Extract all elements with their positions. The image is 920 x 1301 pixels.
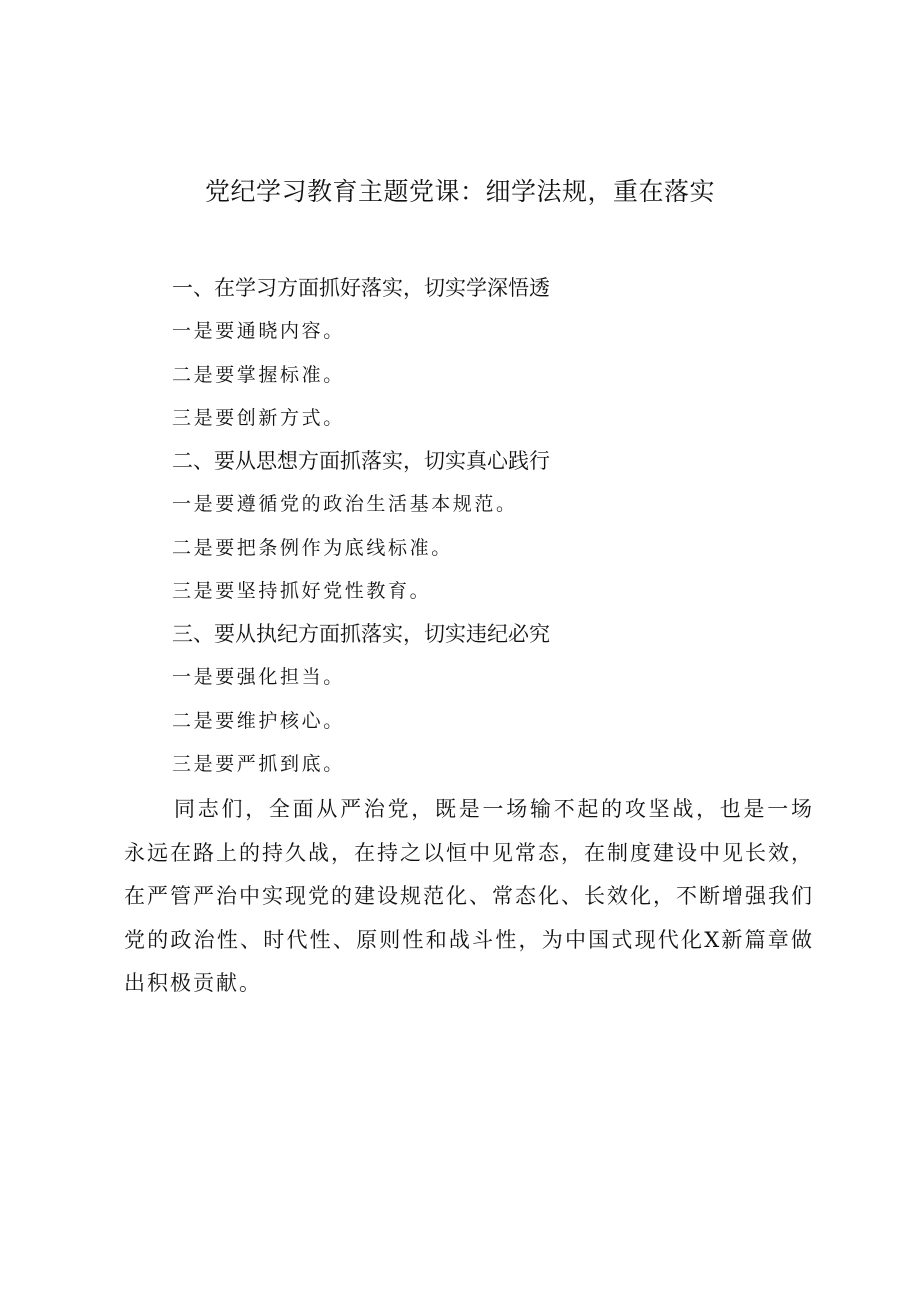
section-1-item-2: 二是要掌握标准。 (172, 364, 345, 386)
section-3-item-1: 一是要强化担当。 (172, 666, 345, 688)
section-2-item-1: 一是要遵循党的政治生活基本规范。 (172, 493, 518, 515)
section-heading-2: 二、要从思想方面抓落实，切实真心践行 (172, 449, 550, 473)
section-1-item-1: 一是要通晓内容。 (172, 320, 345, 342)
section-3-item-3: 三是要严抓到底。 (172, 753, 345, 775)
section-2-item-3: 三是要坚持抓好党性教育。 (172, 580, 432, 602)
section-heading-1: 一、在学习方面抓好落实，切实学深悟透 (172, 276, 550, 300)
section-heading-3: 三、要从执纪方面抓落实，切实违纪必究 (172, 622, 550, 646)
document-title: 党纪学习教育主题党课：细学法规，重在落实 (204, 177, 715, 206)
section-3-item-2: 二是要维护核心。 (172, 710, 345, 732)
section-2-item-2: 二是要把条例作为底线标准。 (172, 537, 453, 559)
closing-paragraph: 同志们，全面从严治党，既是一场输不起的攻坚战，也是一场永远在路上的持久战，在持之以恒中见常态，在制度建设中见长效，在严管严治中实现党的建设规范化、常态化、长效化，不断增强我们党的政治性、时代性、原则性和战斗性，为中国式现代化X新篇章做出积极贡献。 (124, 797, 814, 995)
section-1-item-3: 三是要创新方式。 (172, 407, 345, 429)
